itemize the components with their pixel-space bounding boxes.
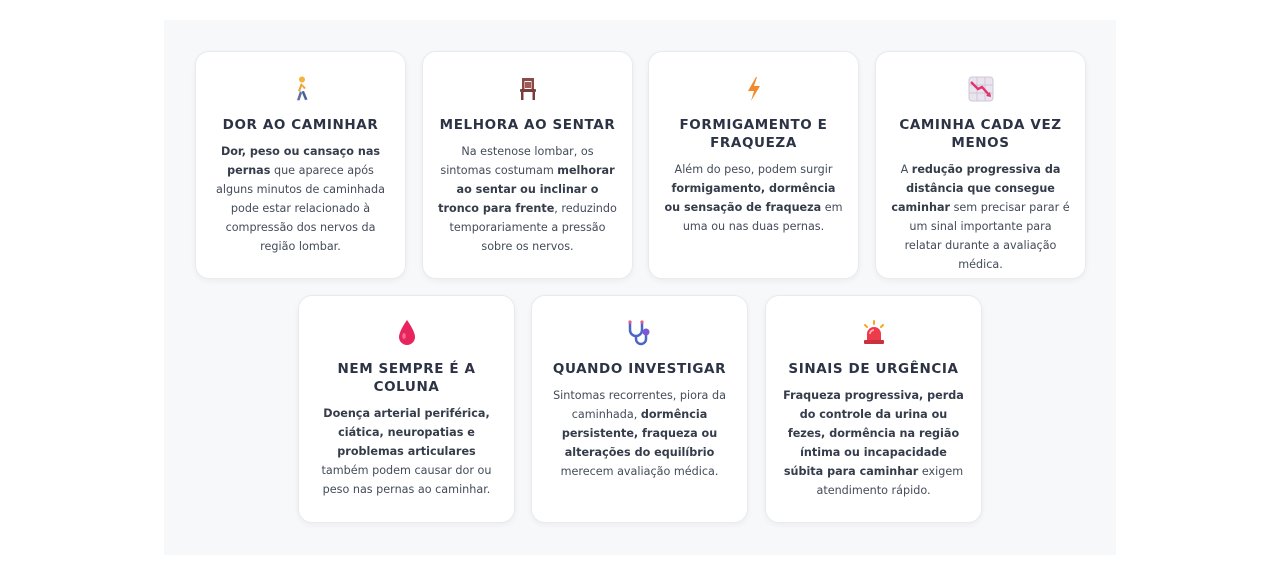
card-quando-investigar: [531, 295, 748, 523]
card-sinais-de-urgencia: [765, 295, 982, 523]
blood-drop-icon: [313, 318, 500, 348]
card-body-text: Sintomas recorrentes, piora da caminhada,: [553, 389, 726, 421]
card-body: [663, 160, 844, 236]
card-title: SINAIS DE URGÊNCIA: [788, 361, 959, 377]
card-body-emphasis: Fraqueza progressiva, perda do controle da urina ou fezes, dormência na região íntima ou incapacidade súbita para caminhar: [783, 389, 964, 478]
chart-decreasing-icon: [890, 74, 1071, 104]
card-title: DOR AO CAMINHAR: [222, 117, 379, 133]
siren-icon: [780, 318, 967, 348]
card-body-emphasis: dormência persistente, fraqueza ou alterações do equilíbrio: [561, 408, 718, 459]
card-body-text: exigem atendimento rápido.: [816, 465, 964, 497]
lightning-icon: [663, 74, 844, 104]
card-body-text: em uma ou nas duas pernas.: [682, 201, 843, 233]
card-body-emphasis: Dor, peso ou cansaço nas pernas: [220, 145, 381, 177]
card-body-text: Além do peso, podem surgir: [674, 163, 833, 176]
card-title: QUANDO INVESTIGAR: [552, 361, 727, 377]
card-body-text: que aparece após alguns minutos de caminhada pode estar relacionado à compressão dos nervos da região lombar.: [216, 164, 385, 253]
card-body: [780, 386, 967, 500]
chair-icon: [437, 74, 618, 104]
card-body-emphasis: Doença arterial periférica, ciática, neuropatias e problemas articulares: [323, 407, 490, 458]
card-title: FORMIGAMENTO E FRAQUEZA: [679, 117, 828, 151]
symptoms-section: [164, 20, 1116, 555]
card-body-emphasis: melhorar ao sentar ou inclinar o tronco para frente: [438, 164, 615, 215]
card-body: [546, 386, 733, 481]
card-body-emphasis: formigamento, dormência ou sensação de fraqueza: [664, 182, 836, 214]
card-body-text: merecem avaliação médica.: [560, 465, 719, 478]
card-title: NEM SEMPRE É A COLUNA: [337, 361, 476, 395]
card-body: [313, 404, 500, 499]
card-nem-sempre-e-a-coluna: [298, 295, 515, 523]
card-body-text: Na estenose lombar, os sintomas costumam: [440, 145, 594, 177]
card-title: CAMINHA CADA VEZ MENOS: [899, 117, 1062, 151]
card-body-text: também podem causar dor ou peso nas pernas ao caminhar.: [321, 464, 492, 496]
card-body: [437, 142, 618, 256]
walking-person-icon: [210, 74, 391, 104]
card-formigamento-e-fraqueza: [648, 51, 859, 279]
card-body-text: A: [900, 163, 912, 176]
card-title: MELHORA AO SENTAR: [439, 117, 616, 133]
card-melhora-ao-sentar: [422, 51, 633, 279]
card-body: [210, 142, 391, 256]
card-body-emphasis: redução progressiva da distância que consegue caminhar: [891, 163, 1061, 214]
card-body-text: , reduzindo temporariamente a pressão sobre os nervos.: [449, 202, 617, 253]
card-body: [890, 160, 1071, 274]
card-body-text: sem precisar parar é um sinal importante para relatar durante a avaliação médica.: [904, 201, 1070, 271]
stethoscope-icon: [546, 318, 733, 348]
card-dor-ao-caminhar: [195, 51, 406, 279]
card-caminha-cada-vez-menos: [875, 51, 1086, 279]
